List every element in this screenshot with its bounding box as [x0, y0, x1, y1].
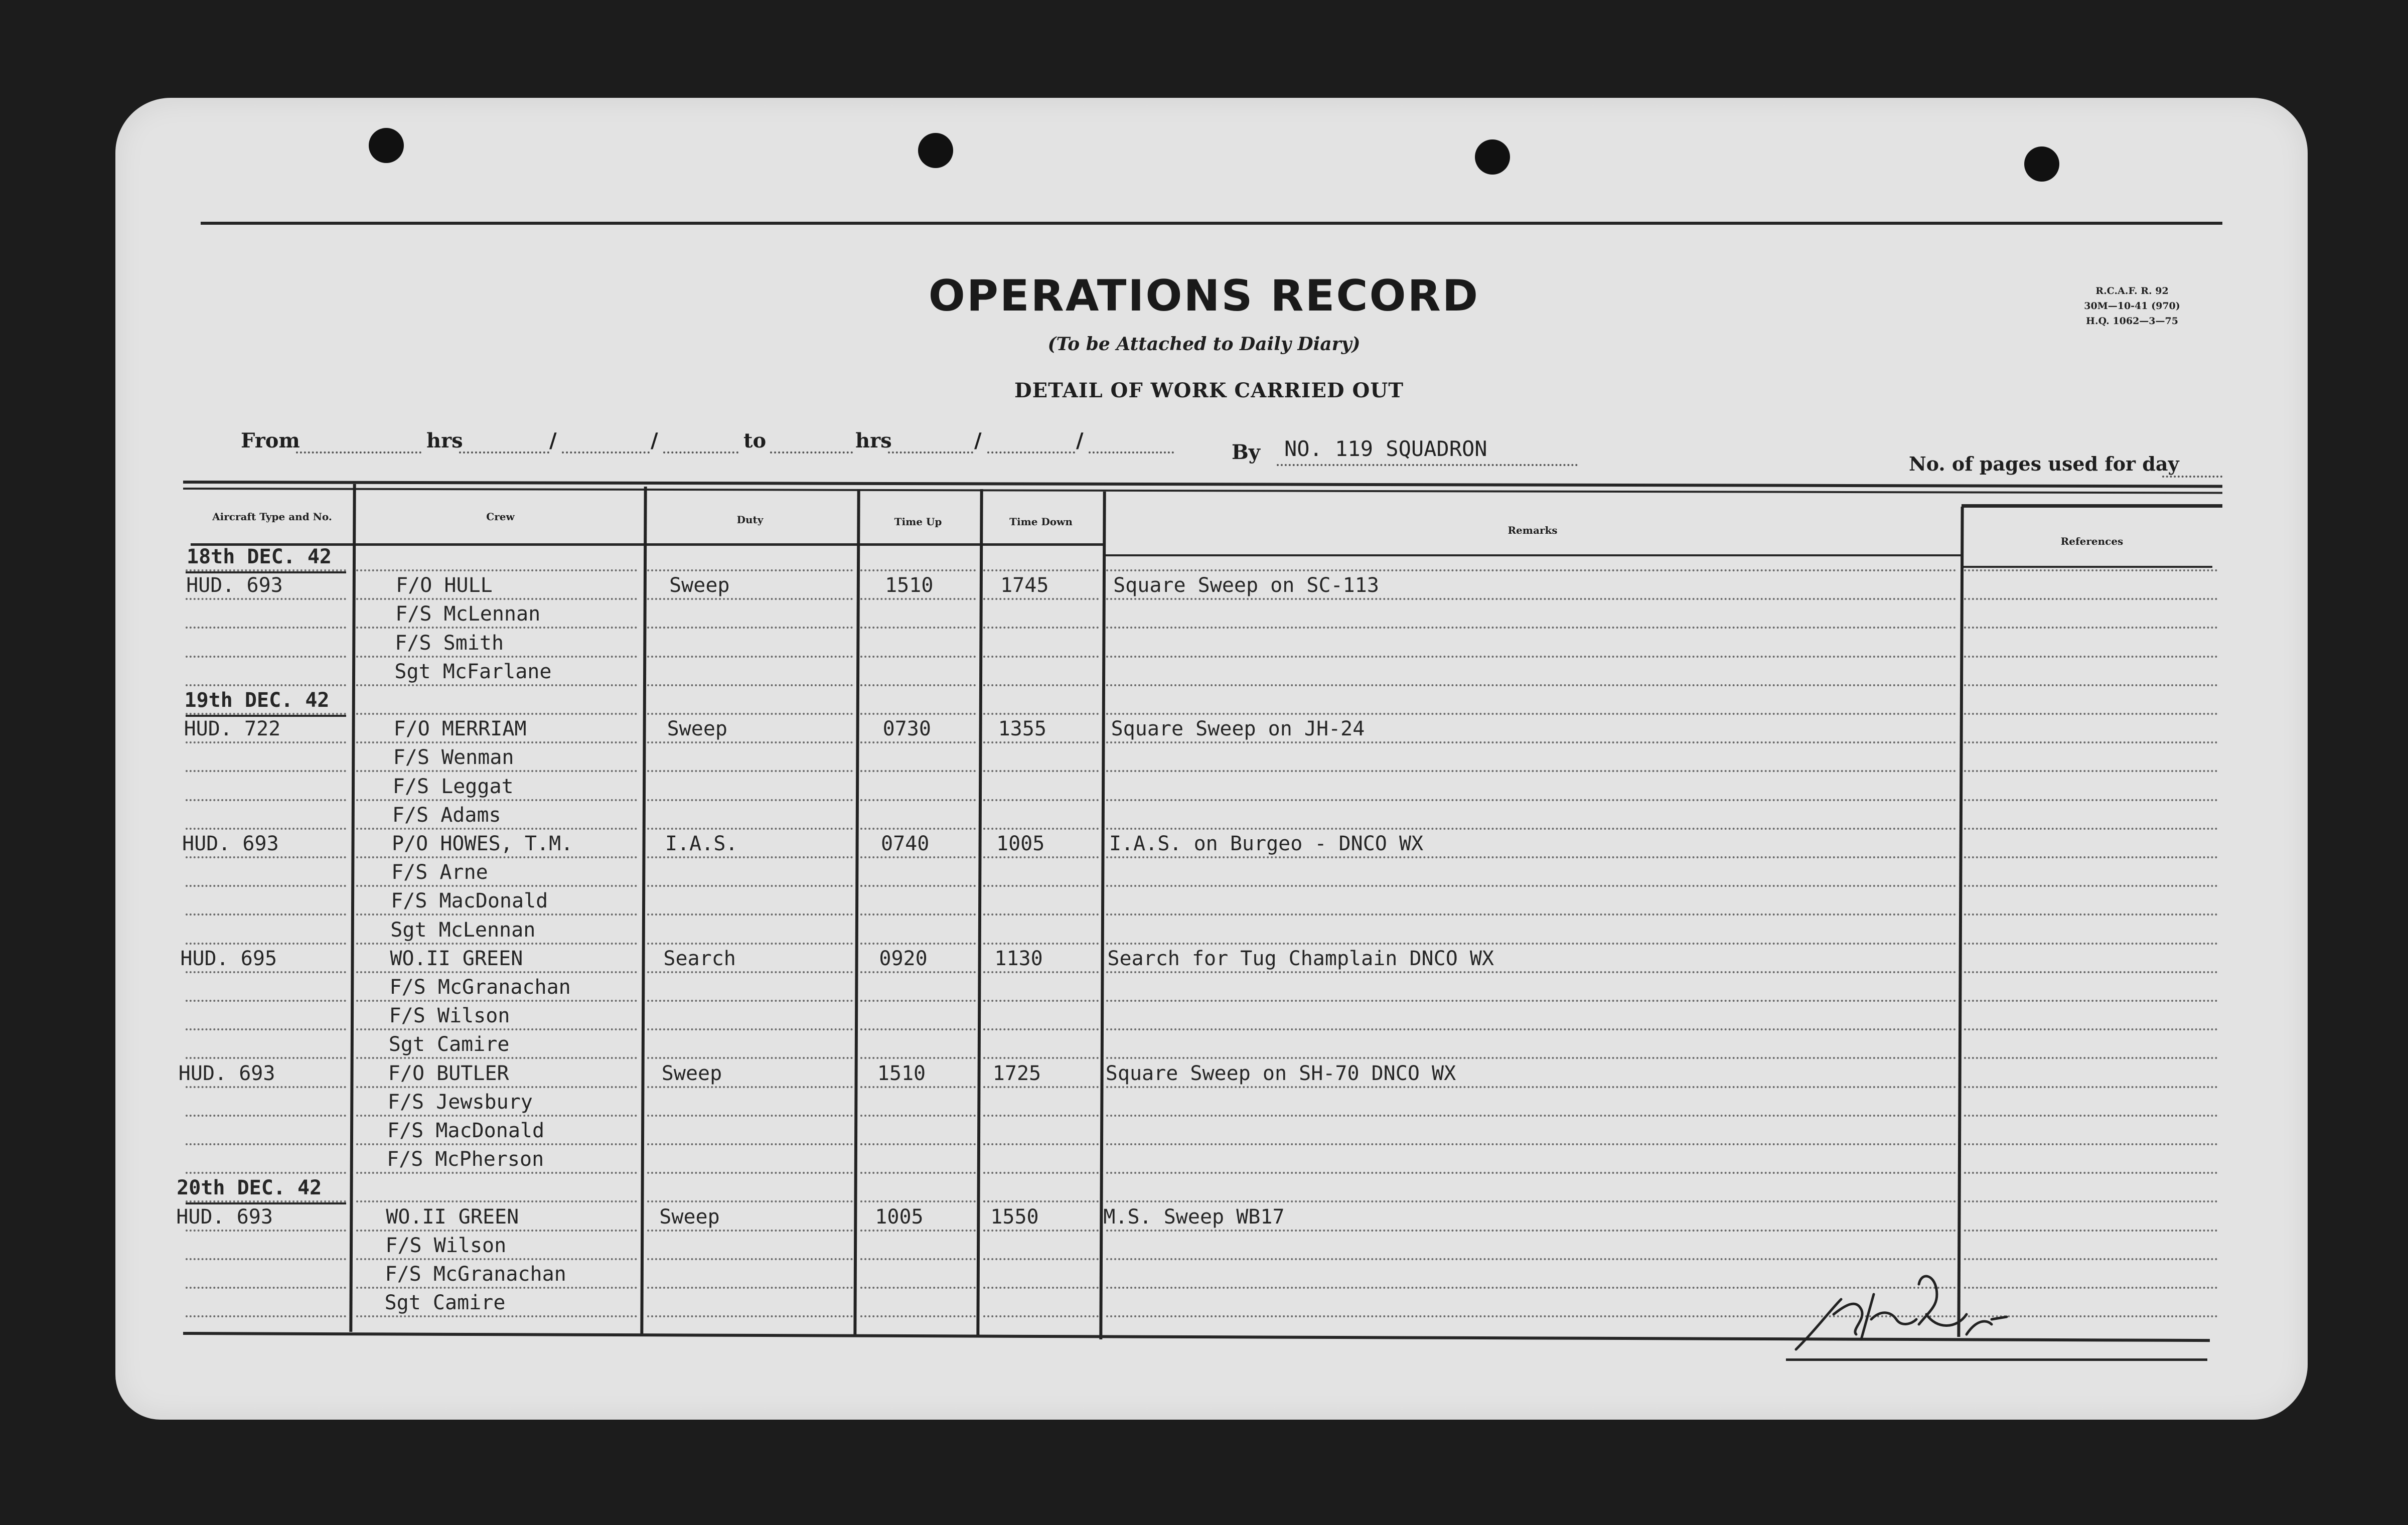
row-rule [356, 1287, 637, 1289]
row-rule [186, 1287, 346, 1289]
row-rule [186, 1115, 346, 1117]
column-header-time-up: Time Up [894, 516, 942, 528]
row-rule [1106, 1057, 1957, 1059]
remarks-cell: Square Sweep on SH-70 DNCO WX [1105, 1061, 1456, 1085]
remarks-cell: Square Sweep on JH-24 [1111, 717, 1365, 741]
row-rule [356, 1315, 637, 1317]
form-code-line: R.C.A.F. R. 92 [2095, 285, 2169, 296]
row-rule [647, 770, 853, 772]
row-rule [1964, 1086, 2217, 1088]
row-rule [647, 1028, 853, 1030]
to-label: to [743, 429, 767, 452]
row-rule [1106, 828, 1957, 830]
date-underline [186, 1202, 346, 1204]
row-rule [647, 684, 853, 686]
row-rule [1106, 1086, 1957, 1088]
row-rule [860, 1200, 976, 1202]
row-rule [186, 856, 346, 858]
time-down-cell: 1355 [998, 717, 1046, 741]
form-code-line: H.Q. 1062—3—75 [2086, 316, 2178, 327]
row-rule [356, 598, 637, 600]
remarks-cell: M.S. Sweep WB17 [1103, 1205, 1285, 1229]
row-rule [860, 1086, 976, 1088]
crew-cell: F/S McGranachan [389, 976, 571, 999]
crew-cell: Sgt Camire [384, 1291, 506, 1315]
row-rule [1964, 770, 2217, 772]
row-rule [356, 1258, 637, 1260]
row-rule [647, 569, 853, 571]
row-rule [1106, 1115, 1957, 1117]
column-header-aircraft: Aircraft Type and No. [212, 511, 332, 523]
row-rule [1964, 1172, 2217, 1174]
row-rule [983, 598, 1099, 600]
row-rule [186, 741, 346, 743]
row-rule [1106, 1143, 1957, 1145]
row-rule [186, 1057, 346, 1059]
crew-cell: F/S Wilson [389, 1004, 510, 1028]
row-rule [356, 885, 637, 887]
hrs-label: hrs [426, 429, 463, 452]
row-rule [1106, 971, 1957, 973]
row-rule [356, 656, 637, 658]
row-rule [186, 1230, 346, 1232]
aircraft-cell: HUD. 693 [186, 574, 283, 597]
time-up-cell: 0730 [882, 717, 931, 741]
crew-cell: WO.II GREEN [390, 947, 523, 970]
row-rule [647, 1000, 853, 1002]
row-rule [186, 1172, 346, 1174]
crew-cell: F/S Leggat [392, 775, 514, 798]
time-up-cell: 0740 [881, 832, 930, 855]
crew-cell: Sgt Camire [388, 1033, 510, 1056]
row-rule [983, 627, 1099, 629]
row-rule [1964, 1028, 2217, 1030]
row-rule [1106, 627, 1957, 629]
crew-cell: P/O HOWES, T.M. [392, 832, 573, 855]
crew-cell: F/S Smith [395, 631, 504, 655]
crew-cell: F/O BUTLER [388, 1061, 509, 1085]
form-code [2047, 283, 2217, 329]
row-rule [860, 598, 976, 600]
time-down-cell: 1005 [996, 832, 1045, 855]
crew-cell: F/S MacDonald [391, 889, 548, 913]
row-rule [860, 656, 976, 658]
crew-cell: F/S Arne [391, 861, 488, 884]
row-rule [647, 828, 853, 830]
punch-hole-3 [1475, 139, 1510, 175]
row-rule [983, 1028, 1099, 1030]
row-rule [647, 913, 853, 916]
row-rule [647, 1115, 853, 1117]
slash: / [549, 429, 557, 452]
crew-cell: Sgt McLennan [390, 918, 536, 942]
row-rule [860, 913, 976, 916]
row-rule [860, 627, 976, 629]
row-rule [1964, 885, 2217, 887]
row-rule [1106, 1230, 1957, 1232]
row-rule [1106, 713, 1957, 715]
aircraft-cell: HUD. 695 [180, 947, 277, 970]
row-rule [860, 770, 976, 772]
to-blank [770, 451, 853, 453]
row-rule [647, 1315, 853, 1317]
row-rule [1964, 1200, 2217, 1202]
crew-cell: F/S Adams [392, 803, 501, 827]
from-label: From [241, 429, 300, 452]
row-rule [356, 971, 637, 973]
remarks-cell: Search for Tug Champlain DNCO WX [1107, 947, 1494, 970]
crew-cell: F/S McPherson [387, 1148, 544, 1171]
references-top-rule [1962, 504, 2222, 508]
row-rule [983, 684, 1099, 686]
row-rule [356, 943, 637, 945]
row-rule [356, 770, 637, 772]
row-rule [647, 943, 853, 945]
duty-cell: Sweep [661, 1061, 722, 1085]
hrs-label: hrs [855, 429, 892, 452]
row-rule [860, 885, 976, 887]
row-rule [186, 1315, 346, 1317]
row-rule [647, 1287, 853, 1289]
row-rule [860, 741, 976, 743]
aircraft-cell: HUD. 693 [178, 1061, 275, 1085]
row-rule [356, 684, 637, 686]
form-code-line: 30M—10-41 (970) [2084, 300, 2180, 312]
row-rule [647, 1057, 853, 1059]
time-up-cell: 1005 [875, 1205, 924, 1229]
row-rule [983, 1172, 1099, 1174]
row-rule [860, 1028, 976, 1030]
row-rule [186, 1086, 346, 1088]
date-blank [663, 451, 738, 453]
row-rule [647, 1200, 853, 1202]
row-rule [647, 741, 853, 743]
row-rule [983, 971, 1099, 973]
row-rule [1106, 856, 1957, 858]
slash: / [974, 429, 982, 452]
aircraft-cell: HUD. 693 [176, 1205, 273, 1229]
row-rule [647, 1143, 853, 1145]
row-rule [983, 713, 1099, 715]
row-rule [860, 684, 976, 686]
column-header-crew: Crew [486, 511, 515, 523]
row-rule [860, 1057, 976, 1059]
remarks-cell: Square Sweep on SC-113 [1113, 574, 1379, 597]
row-rule [356, 828, 637, 830]
row-rule [1106, 741, 1957, 743]
row-rule [1106, 1028, 1957, 1030]
row-rule [1964, 569, 2217, 571]
row-rule [647, 713, 853, 715]
row-rule [860, 943, 976, 945]
row-rule [860, 1315, 976, 1317]
column-header-duty: Duty [736, 514, 764, 526]
column-header-references: References [2060, 535, 2124, 547]
date-blank [1089, 451, 1174, 453]
row-rule [860, 1230, 976, 1232]
row-rule [1964, 627, 2217, 629]
row-rule [1106, 1200, 1957, 1202]
row-rule [356, 1200, 637, 1202]
crew-cell: WO.II GREEN [386, 1205, 519, 1229]
row-rule [983, 799, 1099, 801]
row-rule [860, 1287, 976, 1289]
row-rule [186, 971, 346, 973]
row-rule [1106, 943, 1957, 945]
row-rule [356, 1057, 637, 1059]
row-rule [860, 1115, 976, 1117]
top-rule [201, 222, 2222, 225]
row-rule [1964, 856, 2217, 858]
crew-cell: F/S Jewsbury [387, 1090, 533, 1114]
row-rule [356, 856, 637, 858]
row-rule [860, 1172, 976, 1174]
row-rule [983, 1287, 1099, 1289]
date-blank [459, 451, 549, 453]
row-rule [1964, 713, 2217, 715]
row-rule [647, 1230, 853, 1232]
row-rule [186, 1028, 346, 1030]
row-rule [1964, 1230, 2217, 1232]
column-header-time-down: Time Down [1009, 516, 1073, 528]
row-rule [983, 1315, 1099, 1317]
crew-cell: F/O HULL [396, 574, 493, 597]
row-rule [860, 799, 976, 801]
by-blank [1277, 464, 1578, 466]
date-underline [186, 571, 346, 573]
row-rule [1964, 943, 2217, 945]
date-underline [186, 715, 346, 717]
row-rule [1964, 1000, 2217, 1002]
form-section-heading: DETAIL OF WORK CARRIED OUT [1014, 379, 1404, 402]
row-rule [186, 1000, 346, 1002]
row-rule [186, 627, 346, 629]
row-rule [983, 1000, 1099, 1002]
row-rule [647, 656, 853, 658]
time-down-cell: 1130 [994, 947, 1043, 970]
row-rule [647, 1172, 853, 1174]
row-rule [186, 1143, 346, 1145]
duty-cell: Sweep [667, 717, 728, 741]
row-rule [1106, 770, 1957, 772]
row-rule [983, 856, 1099, 858]
row-rule [356, 713, 637, 715]
row-rule [1964, 684, 2217, 686]
row-rule [1106, 799, 1957, 801]
row-rule [356, 741, 637, 743]
row-rule [647, 856, 853, 858]
row-rule [647, 885, 853, 887]
row-rule [1106, 569, 1957, 571]
row-rule [356, 1086, 637, 1088]
row-rule [983, 1115, 1099, 1117]
row-rule [356, 1028, 637, 1030]
row-rule [647, 799, 853, 801]
row-rule [1106, 913, 1957, 916]
row-rule [1964, 913, 2217, 916]
row-rule [186, 885, 346, 887]
row-rule [860, 713, 976, 715]
squadron-value: NO. 119 SQUADRON [1284, 436, 1487, 461]
column-header-remarks: Remarks [1508, 524, 1558, 536]
signature [1786, 1254, 2047, 1354]
date-blank [888, 451, 973, 453]
duty-cell: Sweep [669, 574, 730, 597]
row-rule [356, 627, 637, 629]
row-rule [1964, 741, 2217, 743]
row-rule [186, 598, 346, 600]
pages-label: No. of pages used for day [1909, 452, 2179, 475]
row-rule [1106, 1172, 1957, 1174]
row-rule [647, 627, 853, 629]
row-rule [983, 1258, 1099, 1260]
row-rule [647, 971, 853, 973]
crew-cell: F/S Wilson [385, 1234, 507, 1257]
crew-cell: F/O MERRIAM [393, 717, 527, 741]
row-rule [983, 1057, 1099, 1059]
time-down-cell: 1725 [992, 1061, 1041, 1085]
row-rule [1964, 656, 2217, 658]
crew-cell: Sgt McFarlane [394, 660, 552, 683]
form-subtitle: (To be Attached to Daily Diary) [1047, 334, 1361, 355]
date-cell: 20th DEC. 42 [177, 1176, 322, 1200]
punch-hole-2 [918, 133, 953, 168]
table-bottom-rule-2 [1786, 1358, 2207, 1361]
duty-cell: I.A.S. [665, 832, 738, 855]
references-header-rule [1962, 566, 2212, 568]
row-rule [1964, 1057, 2217, 1059]
row-rule [356, 1000, 637, 1002]
row-rule [983, 770, 1099, 772]
row-rule [860, 1258, 976, 1260]
form-title: OPERATIONS RECORD [928, 271, 1480, 321]
time-up-cell: 0920 [879, 947, 928, 970]
time-down-cell: 1550 [990, 1205, 1039, 1229]
row-rule [356, 1172, 637, 1174]
pages-blank [2162, 476, 2222, 478]
row-rule [186, 770, 346, 772]
row-rule [186, 828, 346, 830]
aircraft-cell: HUD. 693 [182, 832, 279, 855]
row-rule [647, 598, 853, 600]
row-rule [186, 1258, 346, 1260]
crew-cell: F/S Wenman [393, 746, 514, 770]
row-rule [1964, 1115, 2217, 1117]
row-rule [647, 1086, 853, 1088]
row-rule [983, 741, 1099, 743]
row-rule [1964, 828, 2217, 830]
crew-cell: F/S McLennan [395, 602, 541, 626]
row-rule [186, 799, 346, 801]
row-rule [1106, 885, 1957, 887]
row-rule [356, 799, 637, 801]
row-rule [356, 569, 637, 571]
date-blank [562, 451, 650, 453]
row-rule [983, 943, 1099, 945]
time-down-cell: 1745 [1000, 574, 1049, 597]
row-rule [983, 1200, 1099, 1202]
punch-hole-4 [2024, 146, 2059, 182]
row-rule [356, 1230, 637, 1232]
row-rule [1964, 971, 2217, 973]
row-rule [1106, 598, 1957, 600]
row-rule [647, 1258, 853, 1260]
row-rule [356, 913, 637, 916]
by-label: By [1232, 440, 1261, 464]
row-rule [186, 913, 346, 916]
date-blank [987, 451, 1075, 453]
row-rule [860, 971, 976, 973]
row-rule [983, 1230, 1099, 1232]
punch-hole-1 [369, 128, 404, 163]
row-rule [983, 913, 1099, 916]
row-rule [983, 656, 1099, 658]
date-cell: 18th DEC. 42 [187, 545, 332, 568]
row-rule [1106, 656, 1957, 658]
remarks-header-rule [1104, 554, 1962, 556]
crew-cell: F/S McGranachan [385, 1263, 566, 1286]
row-rule [1106, 1000, 1957, 1002]
row-rule [860, 828, 976, 830]
row-rule [983, 569, 1099, 571]
crew-cell: F/S MacDonald [387, 1119, 545, 1142]
remarks-cell: I.A.S. on Burgeo - DNCO WX [1109, 832, 1424, 855]
row-rule [860, 856, 976, 858]
row-rule [1964, 799, 2217, 801]
row-rule [356, 1115, 637, 1117]
date-cell: 19th DEC. 42 [184, 689, 330, 712]
row-rule [860, 1143, 976, 1145]
time-up-cell: 1510 [885, 574, 934, 597]
row-rule [983, 1143, 1099, 1145]
time-up-cell: 1510 [877, 1061, 926, 1085]
row-rule [983, 1086, 1099, 1088]
slash: / [1076, 429, 1084, 452]
duty-cell: Search [663, 947, 736, 970]
row-rule [983, 885, 1099, 887]
row-rule [356, 1143, 637, 1145]
row-rule [186, 656, 346, 658]
row-rule [1106, 684, 1957, 686]
from-blank [296, 451, 421, 453]
row-rule [983, 828, 1099, 830]
slash: / [651, 429, 658, 452]
row-rule [186, 943, 346, 945]
row-rule [860, 569, 976, 571]
row-rule [860, 1000, 976, 1002]
aircraft-cell: HUD. 722 [184, 717, 281, 741]
row-rule [1964, 598, 2217, 600]
row-rule [1964, 1143, 2217, 1145]
duty-cell: Sweep [659, 1205, 720, 1229]
row-rule [186, 684, 346, 686]
